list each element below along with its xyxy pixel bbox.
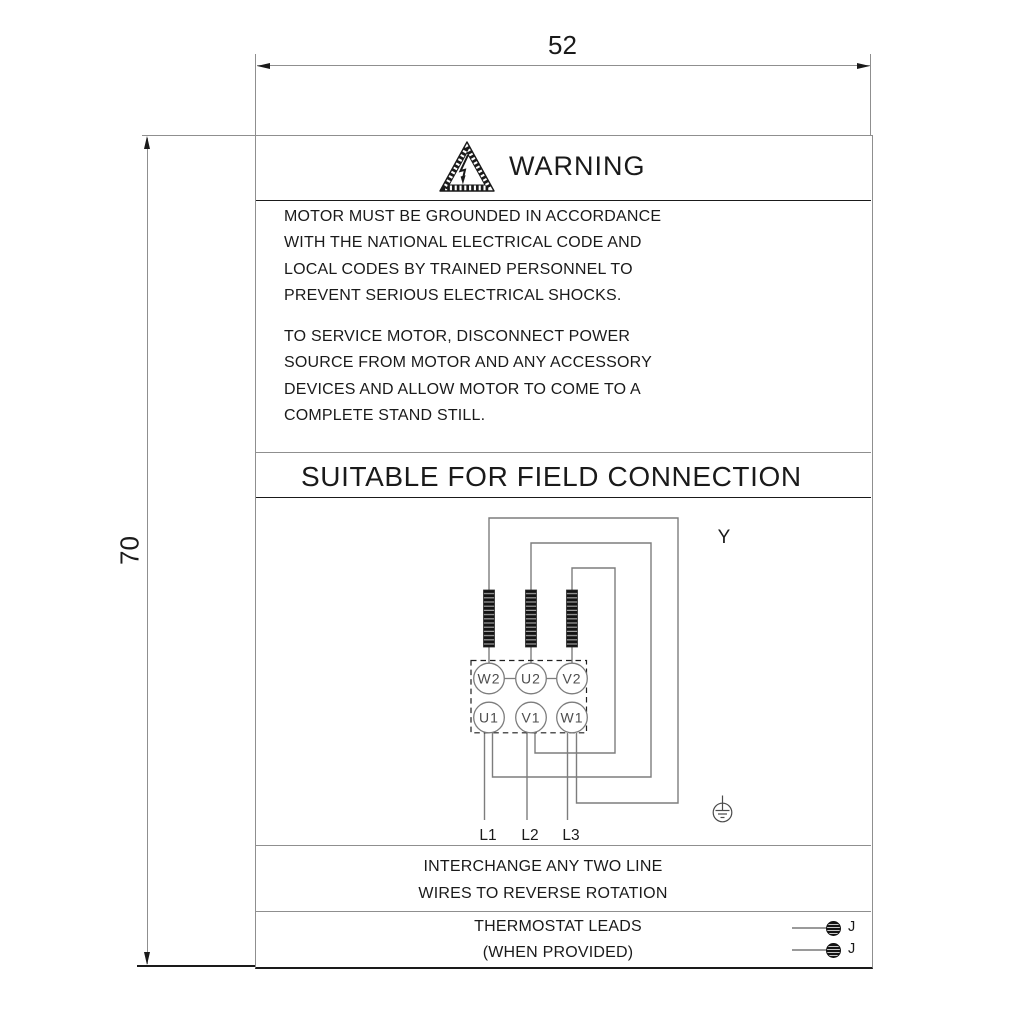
winding-coil <box>484 590 495 647</box>
extension-line <box>255 54 256 135</box>
line-label: L1 <box>479 827 497 844</box>
paragraph-line: PREVENT SERIOUS ELECTRICAL SHOCKS. <box>284 287 622 305</box>
dimension-arrow-down-icon <box>144 952 150 965</box>
rotation-note <box>255 854 871 907</box>
extension-line <box>870 54 871 135</box>
paragraph-line: DEVICES AND ALLOW MOTOR TO COME TO A <box>284 380 641 398</box>
paragraph-line: LOCAL CODES BY TRAINED PERSONNEL TO <box>284 260 633 278</box>
lead-connector-icon <box>826 921 841 936</box>
paragraph-line: MOTOR MUST BE GROUNDED IN ACCORDANCE <box>284 208 662 225</box>
lead-label: J <box>848 919 856 935</box>
lead-wire <box>792 949 826 951</box>
paragraph-line: TO SERVICE MOTOR, DISCONNECT POWER <box>284 328 631 345</box>
rotation-note-line: INTERCHANGE ANY TWO LINE <box>423 858 663 875</box>
line-label: L2 <box>521 827 539 844</box>
thermostat-note-line: (WHEN PROVIDED) <box>482 943 634 961</box>
field-connection-title: SUITABLE FOR FIELD CONNECTION <box>301 461 802 492</box>
protective-earth-ground-icon <box>713 796 732 822</box>
dimension-arrow-right-icon <box>857 63 870 69</box>
terminal-label: U2 <box>521 670 541 687</box>
terminal-label: V1 <box>521 709 541 726</box>
terminal-label: U1 <box>479 709 499 726</box>
star-connection-label: Y <box>717 527 731 548</box>
terminal-label: W2 <box>477 670 501 687</box>
lead-label: J <box>848 941 856 957</box>
dimension-arrow-up-icon <box>144 136 150 149</box>
winding-coils <box>484 590 578 647</box>
winding-w-wire <box>489 518 678 803</box>
section-divider <box>256 452 871 453</box>
thermostat-note-line: THERMOSTAT LEADS <box>474 918 642 935</box>
line-label: L3 <box>562 827 580 844</box>
width-dimension-label: 52 <box>548 30 577 60</box>
height-dimension-label: 70 <box>114 536 145 565</box>
wiring-diagram <box>430 500 760 848</box>
rotation-note-line: WIRES TO REVERSE ROTATION <box>418 884 668 902</box>
section-divider <box>256 200 871 202</box>
line-labels <box>479 827 579 844</box>
thermostat-note <box>255 914 871 965</box>
extension-line <box>137 965 255 967</box>
winding-coil <box>526 590 537 647</box>
lead-wire <box>792 927 826 929</box>
service-paragraph <box>284 324 652 430</box>
paragraph-line: SOURCE FROM MOTOR AND ANY ACCESSORY <box>284 354 652 372</box>
height-dimension-line <box>147 138 148 964</box>
width-dimension-line <box>257 65 870 66</box>
terminal-labels <box>478 671 584 726</box>
terminal-label: V2 <box>562 670 582 687</box>
section-divider <box>256 497 871 499</box>
grounding-paragraph <box>284 204 661 310</box>
terminal-label: W1 <box>560 709 584 726</box>
warning-title: WARNING <box>509 151 646 181</box>
section-divider <box>256 911 871 912</box>
extension-line <box>142 135 255 136</box>
high-voltage-warning-triangle-icon <box>438 140 496 194</box>
paragraph-line: COMPLETE STAND STILL. <box>284 407 486 425</box>
paragraph-line: WITH THE NATIONAL ELECTRICAL CODE AND <box>284 234 642 252</box>
dimension-arrow-left-icon <box>257 63 270 69</box>
lead-connector-icon <box>826 943 841 958</box>
winding-coil <box>567 590 578 647</box>
